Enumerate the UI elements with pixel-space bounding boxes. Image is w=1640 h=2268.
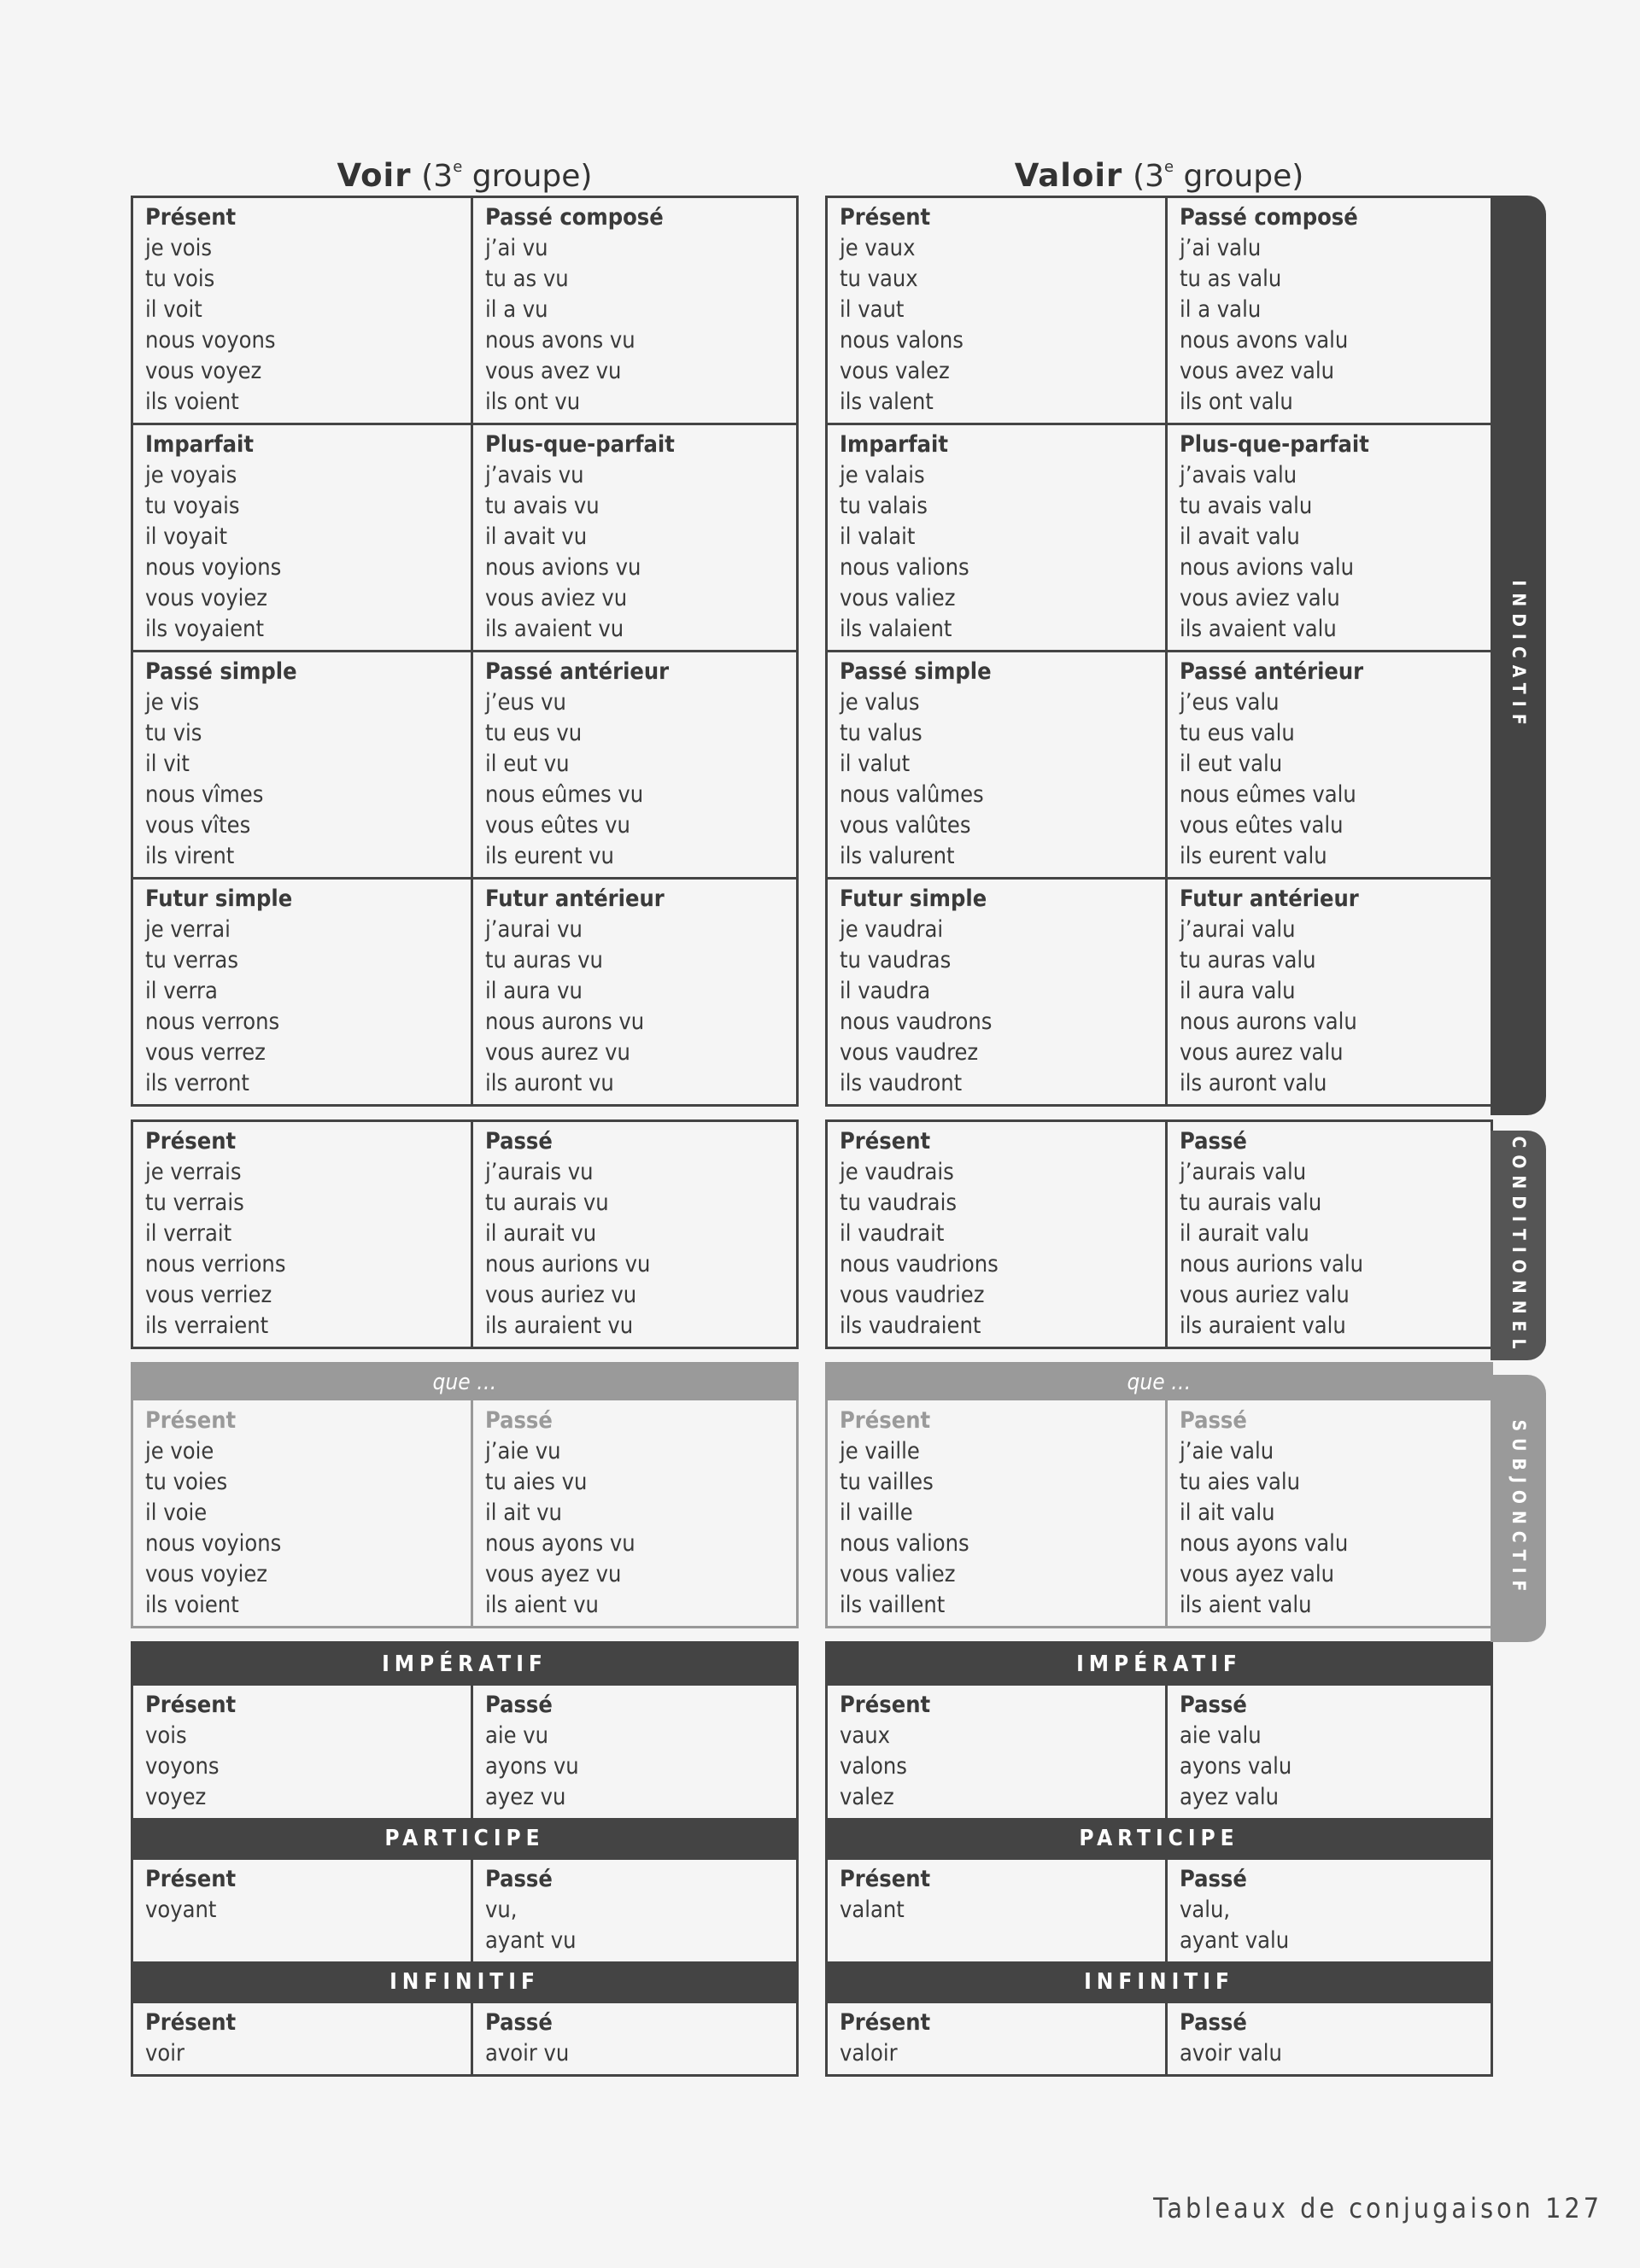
verb-form: nous valons [840, 327, 964, 354]
verb-form: tu auras valu [1180, 947, 1316, 973]
conditionnel-table [825, 1119, 1493, 1349]
verb-form: ayez valu [1180, 1784, 1280, 1810]
verb-form: nous voyions [145, 554, 282, 581]
tense-title: Présent [840, 1407, 931, 1434]
participe-header: PARTICIPE [133, 1818, 796, 1860]
tense-title: Passé [485, 1128, 553, 1154]
tense-cell [1168, 877, 1491, 1104]
group-suffix: groupe) [462, 159, 593, 194]
verb-form: vous voyiez [145, 1561, 268, 1587]
tense-cell [473, 2003, 801, 2074]
imperatif-header: IMPÉRATIF [133, 1644, 796, 1686]
tense-cell [133, 1400, 473, 1626]
verb-form: vous avez valu [1180, 358, 1335, 384]
verb-form: vaux [840, 1722, 891, 1749]
verb-form: il a valu [1180, 296, 1262, 323]
verb-form: ayez vu [485, 1784, 566, 1810]
tense-title: Futur simple [840, 886, 987, 912]
verb-form: vous verrez [145, 1039, 266, 1066]
footer-title: Tableaux de conjugaison [1153, 2192, 1534, 2224]
verb-form: je verrais [145, 1159, 242, 1185]
tense-title: Plus-que-parfait [485, 431, 675, 458]
verb-form: ils auraient valu [1180, 1312, 1346, 1339]
verb-form: vous eûtes vu [485, 812, 630, 839]
tense-title: Passé antérieur [485, 658, 670, 685]
verb-form: nous eûmes vu [485, 781, 644, 808]
tense-title: Passé [485, 2009, 553, 2036]
verb-group [421, 159, 592, 194]
verb-form: ils valaient [840, 616, 952, 642]
mood-tab-label: CONDITIONNEL [1508, 1136, 1529, 1355]
verb-form: tu eus vu [485, 720, 583, 746]
verb-form: il vaudra [840, 978, 931, 1004]
verb-form: tu vailles [840, 1469, 934, 1495]
tense-title: Passé [1180, 1866, 1247, 1892]
tense-cell [133, 1686, 473, 1818]
verb-form: il aura vu [485, 978, 583, 1004]
tense-title: Présent [840, 1692, 931, 1718]
tense-cell [1168, 1122, 1491, 1347]
tense-cell [1168, 1400, 1496, 1626]
tense-cell [473, 877, 796, 1104]
tense-cell [133, 877, 473, 1104]
tense-cell [473, 1400, 801, 1626]
verb-form: vous vaudriez [840, 1282, 985, 1308]
verb-form: vous aurez valu [1180, 1039, 1344, 1066]
verb-form: vous valûtes [840, 812, 971, 839]
participe-grid [828, 1860, 1496, 1961]
tense-cell [828, 198, 1168, 423]
verb-form: ils auront vu [485, 1070, 614, 1096]
tense-title: Présent [840, 1866, 931, 1892]
tense-cell [133, 423, 473, 650]
mood-tab-subjonctif [1491, 1375, 1546, 1642]
conditionnel-table [131, 1119, 799, 1349]
verb-form: j’aie valu [1180, 1438, 1274, 1464]
verb-form: je vaudrais [840, 1159, 954, 1185]
imperatif-grid [133, 1686, 801, 1818]
verb-form: tu aurais vu [485, 1190, 609, 1216]
tense-title: Futur antérieur [485, 886, 665, 912]
verb-form: il eut valu [1180, 751, 1283, 777]
verb-form: nous voyions [145, 1530, 282, 1557]
verb-form: ils auraient vu [485, 1312, 634, 1339]
tense-title: Passé composé [1180, 204, 1358, 231]
verb-form: j’aurais valu [1180, 1159, 1307, 1185]
tense-title: Présent [145, 1866, 237, 1892]
group-prefix: (3 [421, 159, 454, 194]
tense-cell [1168, 423, 1491, 650]
tense-title: Présent [145, 1128, 237, 1154]
tense-title: Passé antérieur [1180, 658, 1364, 685]
que-header: que … [133, 1365, 796, 1400]
verb-form: vu, [485, 1897, 518, 1923]
verb-form: aie vu [485, 1722, 549, 1749]
verb-form: vous ayez vu [485, 1561, 622, 1587]
verb-form: tu vaudras [840, 947, 952, 973]
subjonctif-table [825, 1362, 1493, 1628]
verb-column-valoir [825, 139, 1493, 2077]
tense-title: Passé [1180, 1692, 1247, 1718]
tense-cell [1168, 1860, 1496, 1961]
verb-form: nous aurions valu [1180, 1251, 1364, 1277]
verb-form: tu aies valu [1180, 1469, 1300, 1495]
verb-form: il vaut [840, 296, 905, 323]
tense-title: Passé [485, 1866, 553, 1892]
verb-form: nous avions vu [485, 554, 641, 581]
verb-form: il vaudrait [840, 1220, 945, 1247]
verb-form: tu vaux [840, 266, 918, 292]
verb-form: avoir vu [485, 2040, 570, 2066]
tense-cell [473, 198, 796, 423]
tense-cell [473, 650, 796, 877]
group-prefix: (3 [1133, 159, 1165, 194]
verb-form: vous aviez vu [485, 585, 628, 611]
verb-form: valoir [840, 2040, 898, 2066]
verb-form: je vois [145, 235, 213, 261]
group-superscript: e [1164, 158, 1174, 176]
verb-form: il aura valu [1180, 978, 1296, 1004]
verb-form: ils voyaient [145, 616, 264, 642]
infinitif-header: INFINITIF [828, 1961, 1491, 2003]
verb-form: vous vîtes [145, 812, 251, 839]
tense-title: Futur simple [145, 886, 293, 912]
verb-form: ils vaudront [840, 1070, 963, 1096]
verb-form: vois [145, 1722, 187, 1749]
verb-form: ayons valu [1180, 1753, 1292, 1780]
verb-form: ils virent [145, 843, 235, 869]
verb-form: il vaille [840, 1499, 913, 1526]
verb-form: il ait vu [485, 1499, 562, 1526]
subjonctif-grid [828, 1400, 1496, 1626]
tense-cell [1168, 650, 1491, 877]
verb-form: il aurait valu [1180, 1220, 1309, 1247]
verb-form: valu, [1180, 1897, 1231, 1923]
verb-form: j’eus valu [1180, 689, 1280, 716]
verb-form: voir [145, 2040, 184, 2066]
verb-form: valez [840, 1784, 894, 1810]
group-suffix: groupe) [1174, 159, 1304, 194]
verb-form: il a vu [485, 296, 548, 323]
verb-form: j’eus vu [485, 689, 566, 716]
tense-cell [1168, 2003, 1496, 2074]
group-superscript: e [453, 158, 463, 176]
tense-title: Présent [840, 1128, 931, 1154]
verb-form: tu voyais [145, 493, 240, 519]
tense-title: Passé simple [145, 658, 297, 685]
verb-form: il verra [145, 978, 218, 1004]
participe-header: PARTICIPE [828, 1818, 1491, 1860]
verb-form: je vaux [840, 235, 916, 261]
verb-form: nous eûmes valu [1180, 781, 1356, 808]
tense-title: Présent [840, 2009, 931, 2036]
verb-form: je vaille [840, 1438, 920, 1464]
verb-form: ils verront [145, 1070, 249, 1096]
verb-form: tu as valu [1180, 266, 1282, 292]
verb-form: il verrait [145, 1220, 232, 1247]
verb-form: vous eûtes valu [1180, 812, 1344, 839]
tense-title: Imparfait [145, 431, 254, 458]
verb-form: il voie [145, 1499, 208, 1526]
verb-form: ils vaillent [840, 1592, 946, 1618]
verb-form: nous vîmes [145, 781, 264, 808]
verb-form: ils vaudraient [840, 1312, 981, 1339]
tense-title: Futur antérieur [1180, 886, 1359, 912]
verb-form: ils voient [145, 389, 239, 415]
verb-form: nous aurons vu [485, 1008, 645, 1035]
verb-form: voyons [145, 1753, 220, 1780]
tense-cell [828, 650, 1168, 877]
verb-form: j’aurais vu [485, 1159, 594, 1185]
verb-form: ils valurent [840, 843, 955, 869]
tense-cell [133, 2003, 473, 2074]
verb-form: ils eurent valu [1180, 843, 1327, 869]
verb-form: ils ont valu [1180, 389, 1293, 415]
tense-title: Présent [145, 1407, 237, 1434]
verb-form: nous valions [840, 1530, 969, 1557]
verb-form: ils auront valu [1180, 1070, 1327, 1096]
infinitif-grid [133, 2003, 801, 2074]
verb-form: nous aurions vu [485, 1251, 651, 1277]
verb-form: vous vaudrez [840, 1039, 979, 1066]
verb-form: nous ayons vu [485, 1530, 636, 1557]
mood-tab-conditionnel [1491, 1131, 1546, 1360]
tense-title: Plus-que-parfait [1180, 431, 1369, 458]
verb-form: tu vois [145, 266, 215, 292]
verb-form: tu verrais [145, 1190, 244, 1216]
verb-form: il voyait [145, 523, 227, 550]
verb-form: vous avez vu [485, 358, 622, 384]
verb-form: tu voies [145, 1469, 228, 1495]
verb-form: nous verrions [145, 1251, 286, 1277]
verb-form: ils verraient [145, 1312, 269, 1339]
verb-form: j’avais valu [1180, 462, 1297, 488]
tense-title: Passé [1180, 1128, 1247, 1154]
verb-form: voyez [145, 1784, 207, 1810]
verb-form: nous valions [840, 554, 969, 581]
verb-title [825, 139, 1493, 196]
tense-cell [133, 650, 473, 877]
verb-form: ils eurent vu [485, 843, 614, 869]
tense-title: Passé composé [485, 204, 664, 231]
verb-form: il voit [145, 296, 202, 323]
tense-cell [133, 1122, 473, 1347]
mood-tab-label: SUBJONCTIF [1508, 1419, 1529, 1598]
tense-cell [828, 1122, 1168, 1347]
indicatif-table [131, 196, 799, 1107]
other-moods-table [131, 1641, 799, 2077]
que-header: que … [828, 1365, 1491, 1400]
tense-title: Passé [1180, 2009, 1247, 2036]
tense-cell [828, 877, 1168, 1104]
verb-form: nous ayons valu [1180, 1530, 1349, 1557]
tense-cell [1168, 1686, 1496, 1818]
verb-form: vous auriez vu [485, 1282, 637, 1308]
other-moods-table [825, 1641, 1493, 2077]
verb-form: nous valûmes [840, 781, 984, 808]
verb-form: j’ai valu [1180, 235, 1262, 261]
verb-form: nous aurons valu [1180, 1008, 1357, 1035]
verb-title [131, 139, 799, 196]
verb-form: ils avaient vu [485, 616, 624, 642]
verb-form: je voyais [145, 462, 237, 488]
verb-form: ils aient vu [485, 1592, 599, 1618]
verb-form: vous ayez valu [1180, 1561, 1335, 1587]
verb-form: il eut vu [485, 751, 570, 777]
verb-form: ils valent [840, 389, 934, 415]
tense-cell [133, 1860, 473, 1961]
verb-form: j’aurai valu [1180, 916, 1296, 943]
subjonctif-grid [133, 1400, 801, 1626]
verb-form: vous aviez valu [1180, 585, 1340, 611]
imperatif-header: IMPÉRATIF [828, 1644, 1491, 1686]
verb-form: ils ont vu [485, 389, 581, 415]
verb-form: nous avons valu [1180, 327, 1349, 354]
verb-form: nous avons vu [485, 327, 636, 354]
verb-group [1133, 159, 1303, 194]
verb-form: tu auras vu [485, 947, 603, 973]
verb-form: il vit [145, 751, 190, 777]
verb-form: vous aurez vu [485, 1039, 630, 1066]
verb-form: il avait vu [485, 523, 588, 550]
indicatif-table [825, 196, 1493, 1107]
verb-form: il avait valu [1180, 523, 1300, 550]
verb-form: je voie [145, 1438, 214, 1464]
verb-form: il aurait vu [485, 1220, 597, 1247]
tense-cell [473, 1860, 801, 1961]
verb-form: ayant valu [1180, 1927, 1290, 1954]
verb-form: voyant [145, 1897, 217, 1923]
infinitif-grid [828, 2003, 1496, 2074]
tense-cell [828, 1400, 1168, 1626]
verb-form: vous voyiez [145, 585, 268, 611]
verb-form: il ait valu [1180, 1499, 1275, 1526]
tense-cell [473, 1686, 801, 1818]
verb-form: je vaudrai [840, 916, 944, 943]
tense-cell [473, 423, 796, 650]
tense-title: Passé simple [840, 658, 992, 685]
tense-cell [133, 198, 473, 423]
verb-form: nous voyons [145, 327, 276, 354]
verb-form: il valut [840, 751, 911, 777]
verb-form: vous valiez [840, 1561, 956, 1587]
verb-form: j’aurai vu [485, 916, 583, 943]
verb-form: ils avaient valu [1180, 616, 1337, 642]
verb-form: ayons vu [485, 1753, 579, 1780]
verb-form: tu vis [145, 720, 202, 746]
tense-title: Présent [840, 204, 931, 231]
mood-tab-indicatif [1491, 196, 1546, 1115]
participe-grid [133, 1860, 801, 1961]
verb-form: nous avions valu [1180, 554, 1355, 581]
tense-cell [828, 423, 1168, 650]
verb-form: vous verriez [145, 1282, 272, 1308]
mood-tab-label: INDICATIF [1508, 579, 1529, 732]
verb-form: nous vaudrons [840, 1008, 993, 1035]
page-footer [1153, 2192, 1602, 2224]
verb-form: tu vaudrais [840, 1190, 957, 1216]
verb-form: aie valu [1180, 1722, 1262, 1749]
infinitif-header: INFINITIF [133, 1961, 796, 2003]
verb-name: Valoir [1014, 157, 1123, 194]
page-number: 127 [1545, 2192, 1602, 2224]
tense-title: Présent [145, 2009, 237, 2036]
tense-cell [828, 1686, 1168, 1818]
verb-form: vous valiez [840, 585, 956, 611]
tense-cell [473, 1122, 796, 1347]
verb-form: tu verras [145, 947, 238, 973]
verb-form: tu as vu [485, 266, 569, 292]
tense-cell [828, 2003, 1168, 2074]
verb-form: ils aient valu [1180, 1592, 1312, 1618]
imperatif-grid [828, 1686, 1496, 1818]
verb-form: valant [840, 1897, 905, 1923]
verb-form: ayant vu [485, 1927, 577, 1954]
verb-name: Voir [337, 157, 412, 194]
subjonctif-table [131, 1362, 799, 1628]
tense-title: Présent [145, 1692, 237, 1718]
tense-title: Passé [1180, 1407, 1247, 1434]
verb-form: avoir valu [1180, 2040, 1282, 2066]
verb-form: tu aurais valu [1180, 1190, 1322, 1216]
verb-form: je valus [840, 689, 920, 716]
verb-form: ils voient [145, 1592, 239, 1618]
verb-form: vous voyez [145, 358, 262, 384]
tense-title: Passé [485, 1407, 553, 1434]
verb-form: tu valus [840, 720, 922, 746]
verb-form: j’avais vu [485, 462, 584, 488]
tense-cell [1168, 198, 1491, 423]
tense-title: Passé [485, 1692, 553, 1718]
verb-column-voir [131, 139, 799, 2077]
verb-form: je valais [840, 462, 925, 488]
verb-form: j’ai vu [485, 235, 548, 261]
verb-form: tu avais vu [485, 493, 600, 519]
verb-form: valons [840, 1753, 907, 1780]
verb-form: j’aie vu [485, 1438, 561, 1464]
verb-form: il valait [840, 523, 916, 550]
tense-title: Imparfait [840, 431, 948, 458]
verb-form: tu valais [840, 493, 928, 519]
verb-form: nous vaudrions [840, 1251, 999, 1277]
verb-form: vous valez [840, 358, 950, 384]
verb-form: tu eus valu [1180, 720, 1295, 746]
verb-form: je vis [145, 689, 200, 716]
tense-cell [828, 1860, 1168, 1961]
verb-form: tu avais valu [1180, 493, 1313, 519]
verb-form: vous auriez valu [1180, 1282, 1350, 1308]
tense-title: Présent [145, 204, 237, 231]
verb-form: nous verrons [145, 1008, 280, 1035]
verb-form: je verrai [145, 916, 231, 943]
verb-form: tu aies vu [485, 1469, 588, 1495]
